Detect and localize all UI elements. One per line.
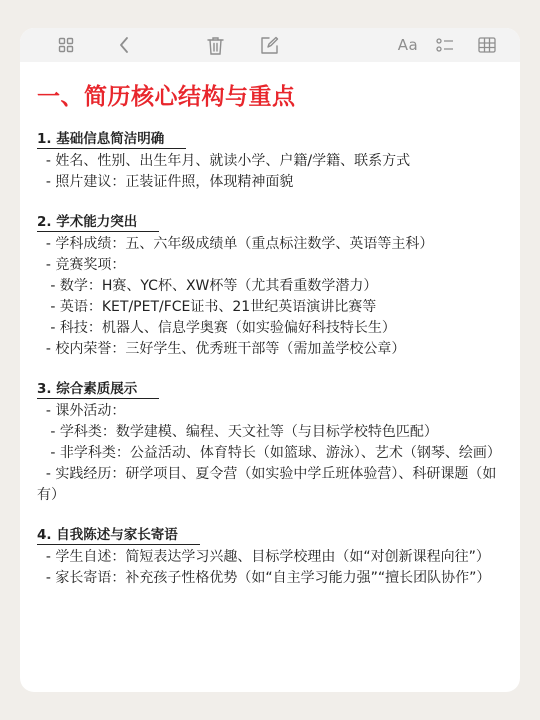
section-line: - 校内荣誉：三好学生、优秀班干部等（需加盖学校公章） bbox=[37, 341, 406, 357]
trash-icon[interactable] bbox=[205, 34, 225, 56]
section-line: - 英语：KET/PET/FCE证书、21世纪英语演讲比赛等 bbox=[37, 299, 377, 315]
note-sections bbox=[37, 128, 507, 589]
section-line: - 数学：H赛、YC杯、XW杯等（尤其看重数学潜力） bbox=[37, 278, 378, 294]
note-section bbox=[37, 378, 507, 506]
section-line: - 学科类：数学建模、编程、天文社等（与目标学校特色匹配） bbox=[37, 424, 438, 440]
section-heading: 4. 自我陈述与家长寄语 bbox=[37, 526, 200, 545]
note-section bbox=[37, 128, 507, 193]
section-line: - 课外活动： bbox=[37, 403, 126, 419]
note-section bbox=[37, 524, 507, 589]
font-size-label: Aa bbox=[397, 36, 419, 54]
section-heading: 2. 学术能力突出 bbox=[37, 213, 159, 232]
checklist-icon[interactable] bbox=[434, 34, 456, 56]
section-line: - 非学科类：公益活动、体育特长（如篮球、游泳）、艺术（钢琴、绘画） bbox=[37, 445, 501, 461]
note-content[interactable] bbox=[37, 80, 507, 607]
table-icon[interactable] bbox=[476, 34, 498, 56]
font-size-icon[interactable] bbox=[396, 34, 420, 56]
grid-icon[interactable] bbox=[56, 34, 76, 56]
section-line: - 实践经历：研学项目、夏令营（如实验中学丘班体验营）、科研课题（如有） bbox=[37, 466, 497, 503]
section-heading: 3. 综合素质展示 bbox=[37, 380, 159, 399]
section-line: - 学生自述：简短表达学习兴趣、目标学校理由（如“对创新课程向往”） bbox=[37, 549, 490, 565]
back-chevron-icon[interactable] bbox=[114, 34, 134, 56]
note-card bbox=[20, 28, 520, 692]
section-line: - 照片建议：正装证件照，体现精神面貌 bbox=[37, 174, 294, 190]
section-line: - 科技：机器人、信息学奥赛（如实验偏好科技特长生） bbox=[37, 320, 396, 336]
section-line: - 学科成绩：五、六年级成绩单（重点标注数学、英语等主科） bbox=[37, 236, 434, 252]
note-toolbar bbox=[20, 28, 520, 62]
note-title: 一、简历核心结构与重点 bbox=[37, 84, 296, 110]
section-line: - 家长寄语：补充孩子性格优势（如“自主学习能力强”“擅长团队协作”） bbox=[37, 570, 491, 586]
note-section bbox=[37, 211, 507, 360]
section-heading: 1. 基础信息简洁明确 bbox=[37, 130, 186, 149]
edit-icon[interactable] bbox=[258, 34, 280, 56]
section-line: - 姓名、性别、出生年月、就读小学、户籍/学籍、联系方式 bbox=[37, 153, 411, 169]
section-line: - 竞赛奖项： bbox=[37, 257, 126, 273]
